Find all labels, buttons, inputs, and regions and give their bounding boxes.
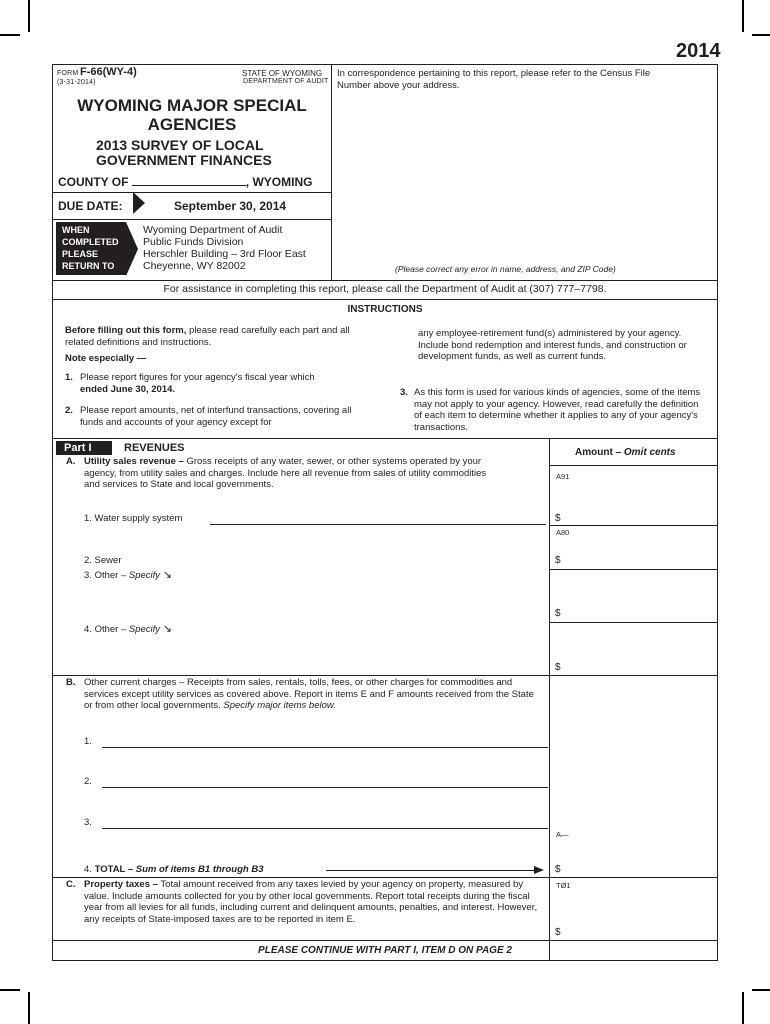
assist-divider-bottom xyxy=(52,299,718,300)
crop-mark xyxy=(0,34,20,36)
item-b4-num: 4. xyxy=(84,864,92,875)
item-a2: 2. Sewer xyxy=(84,555,122,566)
return-label-2: COMPLETED xyxy=(62,237,119,247)
item-b-specify: Specify major items below. xyxy=(223,700,336,711)
item-a2-sep xyxy=(549,569,717,570)
form-date: (3-31-2014) xyxy=(57,79,96,86)
item-b2-line[interactable] xyxy=(102,787,548,788)
due-label: DUE DATE: xyxy=(58,199,123,213)
amount-column-divider xyxy=(549,438,550,960)
crop-mark xyxy=(0,989,20,991)
item-b-desc: Other current charges – Receipts from sales, rentals, tolls, fees, or other charges for commodities and services except utility services as covered above. Report in items E and F amounts received from the State or from other local governments. xyxy=(84,677,534,711)
crop-mark xyxy=(28,0,30,32)
instructions-item2: Please report amounts, net of interfund transactions, covering all funds and accounts of your agency except for xyxy=(80,405,352,428)
part1-label: Part I xyxy=(56,441,112,455)
crop-mark xyxy=(742,992,744,1024)
item-a3-label: Other – xyxy=(94,570,129,581)
specify-arrow-icon: ↘ xyxy=(162,623,172,635)
item-c-letter: C. xyxy=(66,879,76,890)
item-a4-specify: Specify xyxy=(128,624,161,635)
item-a3-amount-field[interactable] xyxy=(566,605,714,619)
due-divider-bottom xyxy=(52,219,331,220)
item-b4-arrow-line xyxy=(326,870,536,871)
due-date: September 30, 2014 xyxy=(174,199,287,213)
item-b1-num: 1. xyxy=(84,736,92,747)
item-a4 xyxy=(84,624,172,636)
due-arrow xyxy=(133,192,145,214)
item-b3-line[interactable] xyxy=(102,828,548,829)
return-label-1: WHEN xyxy=(62,225,90,235)
code-a80: A80 xyxy=(556,528,570,537)
amount-header-text: Amount – xyxy=(575,447,624,458)
item-a-bold: Utility sales revenue – xyxy=(84,456,184,467)
assistance-note: For assistance in completing this report, please call the Department of Audit at (307) 777–7798. xyxy=(163,283,607,295)
instructions-heading: INSTRUCTIONS xyxy=(347,304,423,315)
instructions-item1-text: Please report figures for your agency's fiscal year which xyxy=(80,372,315,383)
item-c-amount-field[interactable] xyxy=(566,924,714,938)
instructions-right-cont: any employee-retirement fund(s) administered by your agency. Include bond redemption and interest funds, and construction or development funds, as well as current funds. xyxy=(418,328,687,362)
item-b4-total: TOTAL – xyxy=(94,864,136,875)
instructions-before xyxy=(65,325,365,348)
county-label xyxy=(58,175,312,189)
part1-divider xyxy=(52,438,718,439)
crop-mark xyxy=(752,989,770,991)
code-t01: TØ1 xyxy=(556,881,571,890)
item-a-end-divider xyxy=(52,675,718,676)
instructions-item1-num: 1. xyxy=(65,372,73,383)
item-a3-sep xyxy=(549,622,717,623)
item-a1-dollar: $ xyxy=(555,513,561,524)
item-a3-num: 3. xyxy=(84,570,92,581)
instructions-item3-num: 3. xyxy=(400,387,408,398)
instructions-before-bold: Before filling out this form, xyxy=(65,325,187,336)
form-subtitle-1: 2013 SURVEY OF LOCAL xyxy=(96,137,264,153)
item-a-letter: A. xyxy=(66,456,76,467)
return-label-4: RETURN TO xyxy=(62,261,115,271)
form-title: WYOMING MAJOR SPECIAL AGENCIES xyxy=(77,96,307,134)
instructions-item1-bold: ended June 30, 2014. xyxy=(80,383,176,395)
item-b3-num: 3. xyxy=(84,817,92,828)
crop-mark xyxy=(28,992,30,1024)
instructions-item3: As this form is used for various kinds of agencies, some of the items may not apply to your agency. However, read carefully the definition of each item to determine whether it applies to any of your agency's transactions. xyxy=(414,387,701,433)
item-a4-dollar: $ xyxy=(555,662,561,673)
instructions-note: Note especially — xyxy=(65,353,147,364)
return-address-4: Cheyenne, WY 82002 xyxy=(143,260,246,272)
amount-header-italic: Omit cents xyxy=(623,447,676,458)
code-a-dash: A— xyxy=(556,830,569,839)
county-suffix: , WYOMING xyxy=(245,175,313,189)
county-prefix: COUNTY OF xyxy=(58,175,129,189)
correct-note: (Please correct any error in name, address, and ZIP Code) xyxy=(395,264,616,274)
item-a1-sep xyxy=(549,525,717,526)
part1-heading: REVENUES xyxy=(124,442,185,454)
correspondence-note: In correspondence pertaining to this report, please refer to the Census File Number above your address. xyxy=(337,68,651,91)
instructions-item1 xyxy=(80,372,370,395)
item-b4-amount-field[interactable] xyxy=(566,861,714,875)
return-label-3: PLEASE xyxy=(62,249,99,259)
item-b1-line[interactable] xyxy=(102,747,548,748)
instructions-item2-num: 2. xyxy=(65,405,73,416)
item-a4-specify-field[interactable] xyxy=(200,638,540,658)
item-a-desc: Gross receipts of any water, sewer, or other systems operated by your agency, from utility sales and charges. Include here all revenue from sales of utility commodities and services to State and local governments. xyxy=(84,456,487,490)
return-address-3: Herschler Building – 3rd Floor East xyxy=(143,248,306,260)
county-field[interactable] xyxy=(132,175,246,186)
item-b2-num: 2. xyxy=(84,776,92,787)
amount-header xyxy=(575,447,676,458)
item-b-end-divider xyxy=(52,877,718,878)
item-b4-desc: Sum of items B1 through B3 xyxy=(135,864,264,875)
form-label: FORM xyxy=(57,70,79,77)
item-a4-label: Other – xyxy=(94,624,129,635)
item-a1-amount-field[interactable] xyxy=(566,510,714,524)
crop-mark xyxy=(742,0,744,32)
item-c-desc: Total amount received from any taxes levied by your agency on property, measured by value. Include amounts collected for you by other local governments. Report total receipts during the fiscal year from all levies for all funds, including current and delinquent amounts, penalties, and interest. However, any receipts of State-imposed taxes are to be reported in item E. xyxy=(84,879,538,925)
item-a4-num: 4. xyxy=(84,624,92,635)
assist-divider-top xyxy=(52,280,718,281)
item-a1-leader xyxy=(210,524,546,525)
specify-arrow-icon: ↘ xyxy=(162,569,172,581)
instructions-before-text: please read carefully each part and all related definitions and instructions. xyxy=(65,325,350,348)
item-a4-amount-field[interactable] xyxy=(566,659,714,673)
due-divider-top xyxy=(52,192,331,193)
item-c-dollar: $ xyxy=(555,927,561,938)
item-a3-specify: Specify xyxy=(128,570,161,581)
form-year: 2014 xyxy=(676,40,721,62)
item-b-text xyxy=(84,677,542,712)
amount-header-sep xyxy=(549,465,717,466)
item-a3-dollar: $ xyxy=(555,608,561,619)
continue-note: PLEASE CONTINUE WITH PART I, ITEM D ON PAGE 2 xyxy=(258,945,512,956)
crop-mark xyxy=(752,34,770,36)
item-a2-dollar: $ xyxy=(555,555,561,566)
code-a91: A91 xyxy=(556,472,570,481)
item-a2-amount-field[interactable] xyxy=(566,552,714,566)
form-subtitle-2: GOVERNMENT FINANCES xyxy=(96,152,272,168)
state-label: STATE OF WYOMING xyxy=(242,69,323,78)
item-a3-specify-field[interactable] xyxy=(200,584,540,604)
item-b4-arrow-icon xyxy=(534,866,544,874)
form-number: F-66(WY-4) xyxy=(80,66,137,78)
item-a3 xyxy=(84,570,172,582)
item-c-text xyxy=(84,879,546,925)
item-c-bold: Property taxes – xyxy=(84,879,158,890)
return-arrow xyxy=(126,222,138,276)
item-a1: 1. Water supply system xyxy=(84,513,183,524)
item-b-letter: B. xyxy=(66,677,76,688)
header-divider xyxy=(331,64,332,280)
item-a-text xyxy=(84,456,494,491)
department-label: DEPARTMENT OF AUDIT xyxy=(243,78,329,85)
item-b4 xyxy=(84,864,264,876)
return-address-2: Public Funds Division xyxy=(143,236,244,248)
return-address-1: Wyoming Department of Audit xyxy=(143,224,283,236)
item-b4-dollar: $ xyxy=(555,864,561,875)
item-c-end-divider xyxy=(52,940,718,941)
